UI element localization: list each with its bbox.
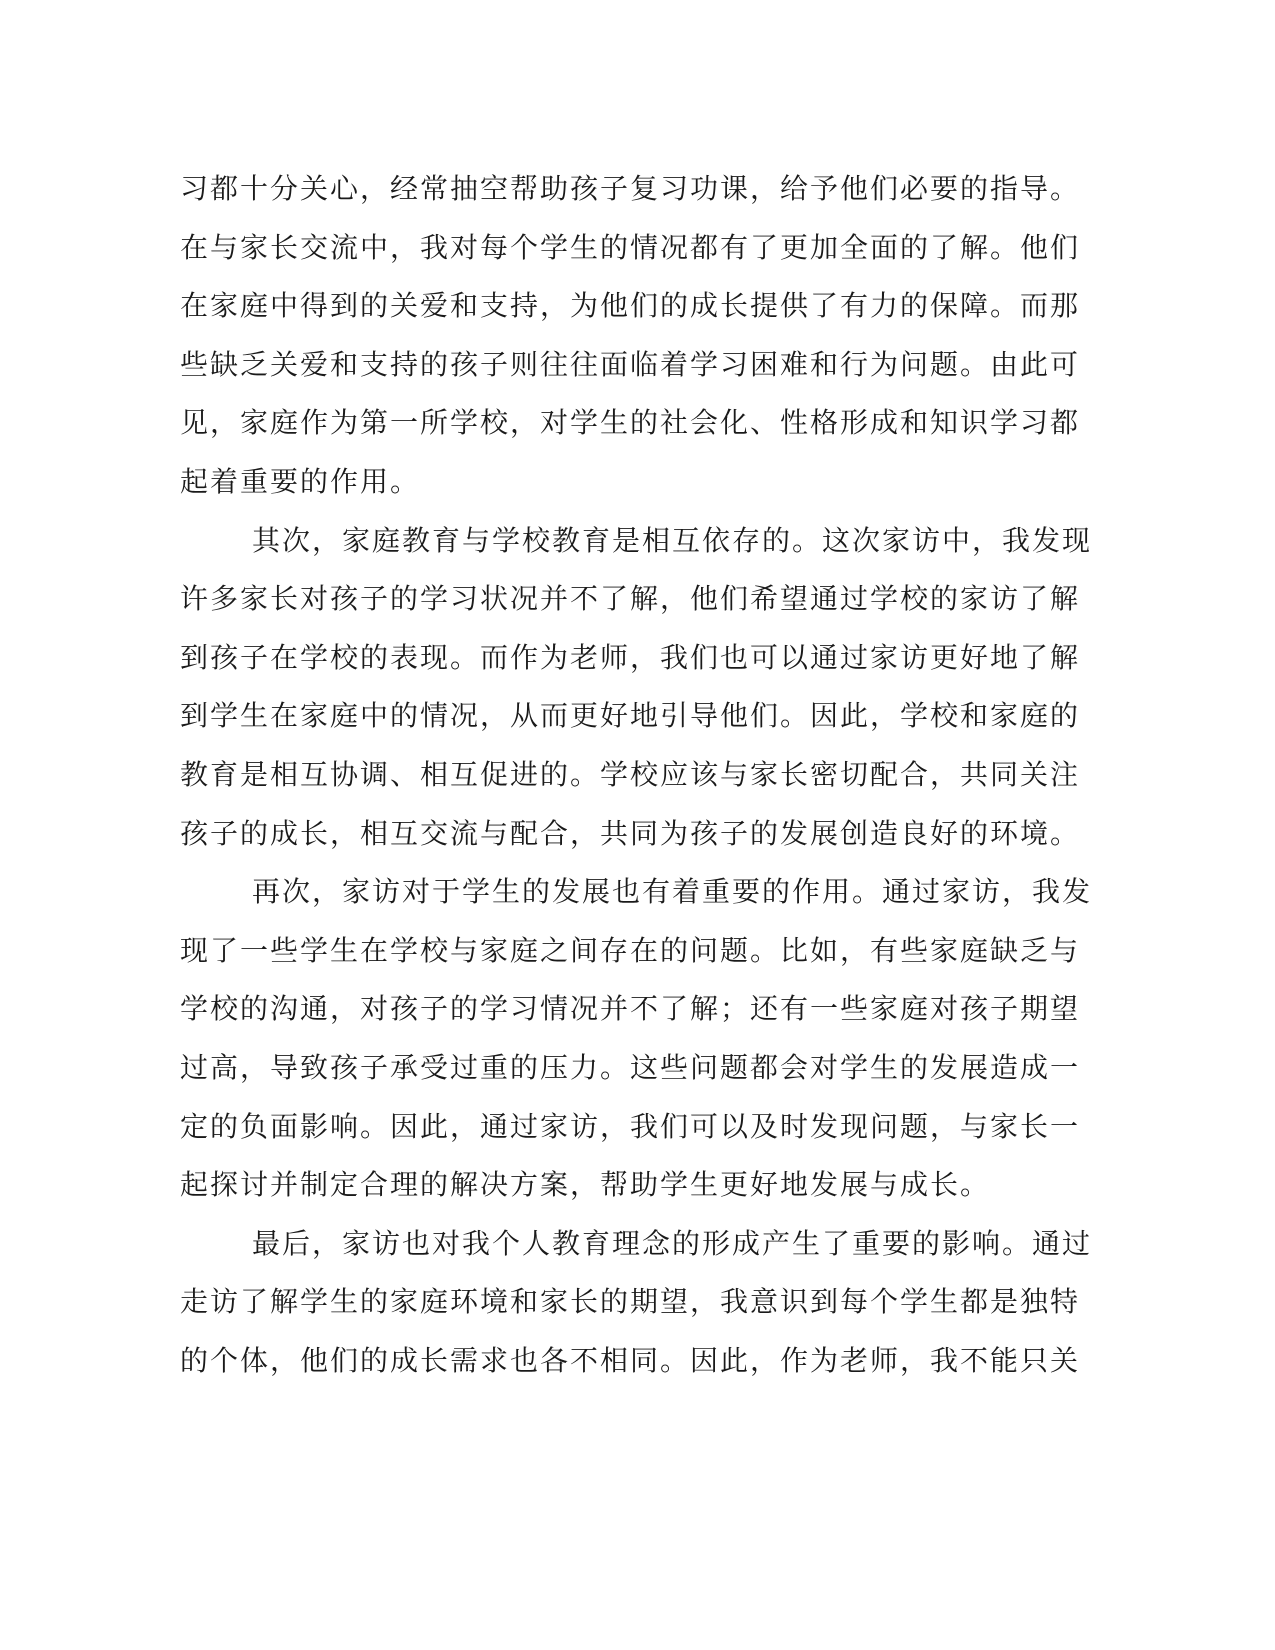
text-line: 见，家庭作为第一所学校，对学生的社会化、性格形成和知识学习都 bbox=[180, 406, 1081, 440]
text-line: 的个体，他们的成长需求也各不相同。因此，作为老师，我不能只关 bbox=[180, 1343, 1081, 1377]
text-line: 走访了解学生的家庭环境和家长的期望，我意识到每个学生都是独特 bbox=[180, 1285, 1081, 1319]
text-line: 过高，导致孩子承受过重的压力。这些问题都会对学生的发展造成一 bbox=[180, 1050, 1081, 1084]
text-line: 现了一些学生在学校与家庭之间存在的问题。比如，有些家庭缺乏与 bbox=[180, 933, 1081, 967]
paragraph-start-line: 最后，家访也对我个人教育理念的形成产生了重要的影响。通过 bbox=[252, 1226, 1093, 1260]
text-line: 在家庭中得到的关爱和支持，为他们的成长提供了有力的保障。而那 bbox=[180, 289, 1081, 323]
text-line: 到学生在家庭中的情况，从而更好地引导他们。因此，学校和家庭的 bbox=[180, 699, 1081, 733]
text-line: 些缺乏关爱和支持的孩子则往往面临着学习困难和行为问题。由此可 bbox=[180, 347, 1081, 381]
text-line: 许多家长对孩子的学习状况并不了解，他们希望通过学校的家访了解 bbox=[180, 582, 1081, 616]
text-line: 教育是相互协调、相互促进的。学校应该与家长密切配合，共同关注 bbox=[180, 757, 1081, 791]
text-line: 定的负面影响。因此，通过家访，我们可以及时发现问题，与家长一 bbox=[180, 1109, 1081, 1143]
text-line: 学校的沟通，对孩子的学习情况并不了解；还有一些家庭对孩子期望 bbox=[180, 992, 1081, 1026]
text-line: 起着重要的作用。 bbox=[180, 464, 421, 498]
text-line: 到孩子在学校的表现。而作为老师，我们也可以通过家访更好地了解 bbox=[180, 640, 1081, 674]
paragraph-start-line: 其次，家庭教育与学校教育是相互依存的。这次家访中，我发现 bbox=[252, 523, 1093, 557]
text-line: 习都十分关心，经常抽空帮助孩子复习功课，给予他们必要的指导。 bbox=[180, 172, 1081, 205]
paragraph-start-line: 再次，家访对于学生的发展也有着重要的作用。通过家访，我发 bbox=[252, 875, 1093, 909]
body-text bbox=[180, 160, 1093, 1390]
text-line: 起探讨并制定合理的解决方案，帮助学生更好地发展与成长。 bbox=[180, 1168, 991, 1202]
text-line: 孩子的成长，相互交流与配合，共同为孩子的发展创造良好的环境。 bbox=[180, 816, 1081, 850]
text-line: 在与家长交流中，我对每个学生的情况都有了更加全面的了解。他们 bbox=[180, 230, 1081, 264]
